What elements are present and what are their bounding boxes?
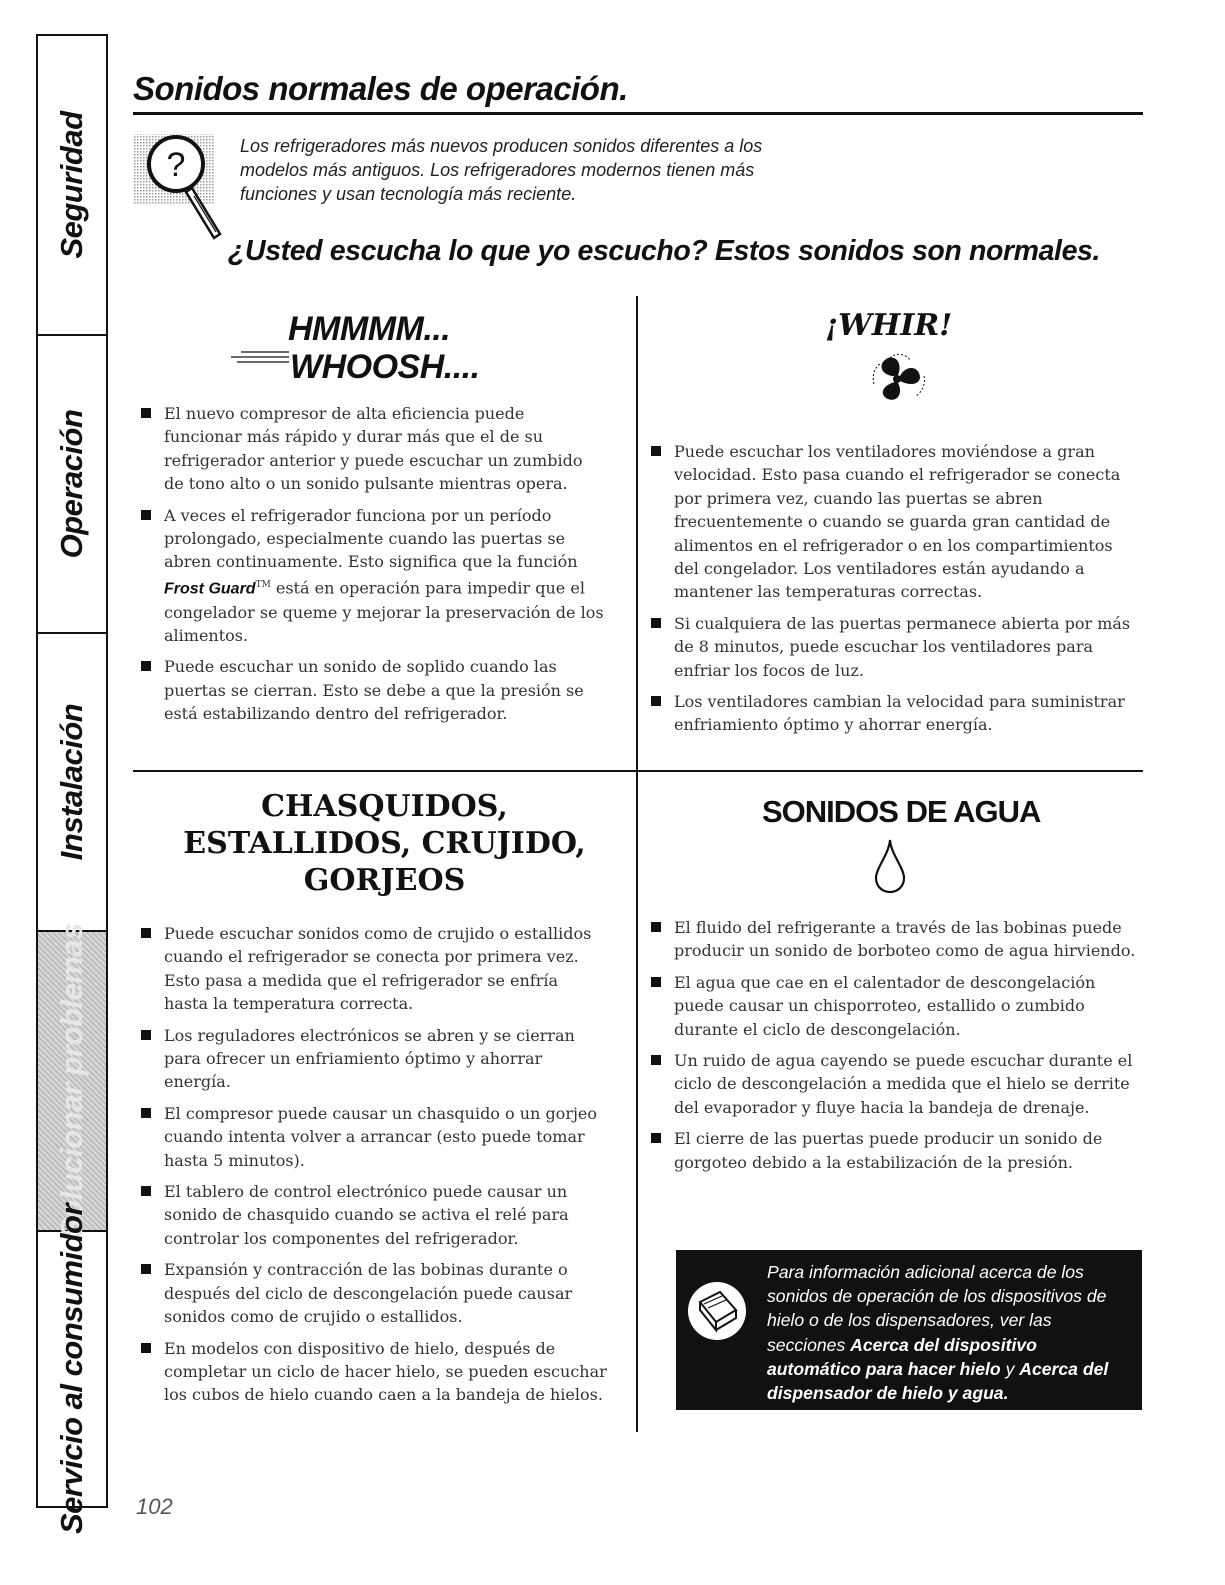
list-item bbox=[137, 1024, 607, 1094]
list-item bbox=[137, 655, 607, 725]
note-text-mid: y bbox=[1000, 1358, 1020, 1379]
tab-solucionar-problemas[interactable] bbox=[38, 923, 106, 1239]
trademark: TM bbox=[255, 579, 271, 590]
tab-operacion[interactable] bbox=[38, 336, 106, 634]
book-icon bbox=[686, 1280, 748, 1342]
bullet-text: A veces el refrigerador funciona por un período prolongado, especialmente cuando las puertas se abren continuamente. Esto significa que la función bbox=[164, 505, 578, 572]
subheading: ¿Usted escucha lo que yo escucho? Estos sonidos son normales. bbox=[228, 235, 1100, 267]
tab-label: Instalación bbox=[54, 703, 89, 861]
water-drop-icon bbox=[872, 838, 908, 894]
list-item bbox=[647, 916, 1142, 963]
chasquidos-bullet-list bbox=[137, 922, 607, 1415]
bullet-text: El compresor puede causar un chasquido o un gorjeo cuando intenta volver a arrancar (esto puede tomar hasta 5 minutos). bbox=[164, 1103, 598, 1170]
column-divider bbox=[636, 296, 638, 770]
bullet-text: En modelos con dispositivo de hielo, después de completar un ciclo de hacer hielo, se pueden escuchar los cubos de hielo cuando caen a la bandeja de hielos. bbox=[164, 1338, 607, 1405]
whir-bullet-list bbox=[647, 440, 1142, 745]
agua-bullet-list bbox=[647, 916, 1142, 1182]
section-title-sonidos-de-agua: SONIDOS DE AGUA bbox=[762, 794, 1041, 829]
list-item bbox=[647, 971, 1142, 1041]
bullet-text: Los reguladores electrónicos se abren y se cierran para ofrecer un enfriamiento óptimo y ahorrar energía. bbox=[164, 1025, 575, 1092]
section-title-whir: ¡WHIR! bbox=[825, 308, 953, 343]
bullet-text: El cierre de las puertas puede producir un sonido de gorgoteo debido a la estabilización de la presión. bbox=[674, 1129, 1103, 1172]
section-divider bbox=[133, 770, 1143, 772]
tab-servicio-al-consumidor[interactable] bbox=[38, 1203, 106, 1535]
bullet-text: Puede escuchar sonidos como de crujido o estallidos cuando el refrigerador se conecta por primera vez. Esto pasa a medida que el refrigerador se enfría hasta la temperatura correcta. bbox=[164, 924, 592, 1014]
column-divider bbox=[636, 772, 638, 1432]
tab-seguridad[interactable] bbox=[38, 36, 106, 336]
bullet-text: Expansión y contracción de las bobinas durante o después del ciclo de descongelación puede causar sonidos como de crujido o estallidos. bbox=[164, 1260, 573, 1327]
link-dispenser-section[interactable]: Acerca del dispensador de hielo y agua. bbox=[767, 1358, 1109, 1404]
tab-instalacion[interactable] bbox=[38, 634, 106, 932]
bullet-text: El agua que cae en el calentador de descongelación puede causar un chisporroteo, estallido o zumbido durante el ciclo de descongelación. bbox=[674, 972, 1096, 1039]
list-item bbox=[137, 1102, 607, 1172]
question-magnifier-icon bbox=[134, 130, 224, 242]
section-title-chasquidos bbox=[133, 788, 636, 899]
list-item bbox=[137, 504, 607, 648]
tab-label: Seguridad bbox=[54, 111, 89, 259]
list-item bbox=[647, 440, 1142, 604]
intro-text: Los refrigeradores más nuevos producen sonidos diferentes a los modelos más antiguos. Los refrigeradores modernos tienen más funciones y usan tecnología más reciente. bbox=[240, 136, 763, 204]
page-number: 102 bbox=[136, 1494, 173, 1519]
bullet-text: está en operación para impedir que el congelador se queme y mejorar la preservación de los alimentos. bbox=[164, 578, 604, 645]
bullet-text: El nuevo compresor de alta eficiencia puede funcionar más rápido y durar más que el de su refrigerador anterior y puede escuchar un zumbido de tono alto o un sonido pulsante mientras opera. bbox=[164, 404, 583, 494]
list-item bbox=[647, 612, 1142, 682]
section-title-hmmmm: HMMMM... bbox=[288, 310, 451, 348]
list-item bbox=[137, 402, 607, 496]
list-item bbox=[647, 1127, 1142, 1174]
list-item bbox=[647, 690, 1142, 737]
tab-label: Solucionar problemas bbox=[54, 923, 89, 1239]
list-item bbox=[137, 1180, 607, 1250]
note-text bbox=[767, 1260, 1127, 1405]
section-title-whoosh: WHOOSH.... bbox=[290, 348, 480, 386]
tab-label: Operación bbox=[54, 409, 89, 559]
list-item bbox=[137, 922, 607, 1016]
link-ice-maker-section[interactable]: Acerca del dispositivo automático para hacer hielo bbox=[767, 1334, 1037, 1379]
bullet-text: Puede escuchar los ventiladores moviéndose a gran velocidad. Esto pasa cuando el refrigerador se conecta por primera vez, cuando las puertas se abren frecuentemente o cuando se guarda gran cantidad de alimentos en el refrigerador o en los compartimientos del congelador. Los ventiladores están ayudando a mantener las temperaturas correctas. bbox=[674, 442, 1121, 602]
svg-text:?: ? bbox=[166, 146, 186, 184]
title-rule bbox=[133, 112, 1143, 115]
title-line: CHASQUIDOS, bbox=[261, 789, 508, 824]
list-item bbox=[647, 1049, 1142, 1119]
bullet-text: Los ventiladores cambian la velocidad para suministrar enfriamiento óptimo y ahorrar energía. bbox=[674, 692, 1125, 735]
page-title: Sonidos normales de operación. bbox=[133, 70, 628, 107]
tab-label: Servicio al consumidor bbox=[54, 1203, 89, 1535]
whoosh-lines-icon bbox=[231, 350, 289, 364]
fan-icon bbox=[866, 350, 928, 408]
title-line: ESTALLIDOS, CRUJIDO, bbox=[183, 826, 586, 861]
list-item bbox=[137, 1337, 607, 1407]
bullet-text: Puede escuchar un sonido de soplido cuando las puertas se cierran. Esto se debe a que la presión se está estabilizando dentro del refrigerador. bbox=[164, 657, 584, 724]
bullet-text: Un ruido de agua cayendo se puede escuchar durante el ciclo de descongelación a medida que el hielo se derrite del evaporador y fluye hacia la bandeja de drenaje. bbox=[674, 1051, 1133, 1117]
bullet-text: Si cualquiera de las puertas permanece abierta por más de 8 minutos, puede escuchar los ventiladores para enfriar los focos de luz. bbox=[674, 613, 1131, 680]
frost-guard-brand: Frost Guard bbox=[164, 580, 256, 598]
list-item bbox=[137, 1258, 607, 1328]
additional-info-note bbox=[676, 1250, 1142, 1410]
note-text-plain: Para información adicional acerca de los sonidos de operación de los dispositivos de hielo o de los dispensadores, ver las secciones bbox=[767, 1262, 1107, 1355]
bullet-text: El fluido del refrigerante a través de las bobinas puede producir un sonido de borboteo como de agua hirviendo. bbox=[674, 918, 1136, 961]
title-line: GORJEOS bbox=[303, 863, 466, 898]
side-tabs bbox=[36, 34, 108, 1535]
hmm-bullet-list bbox=[137, 402, 607, 734]
bullet-text: El tablero de control electrónico puede causar un sonido de chasquido cuando se activa el relé para controlar los componentes del refrigerador. bbox=[164, 1182, 569, 1248]
